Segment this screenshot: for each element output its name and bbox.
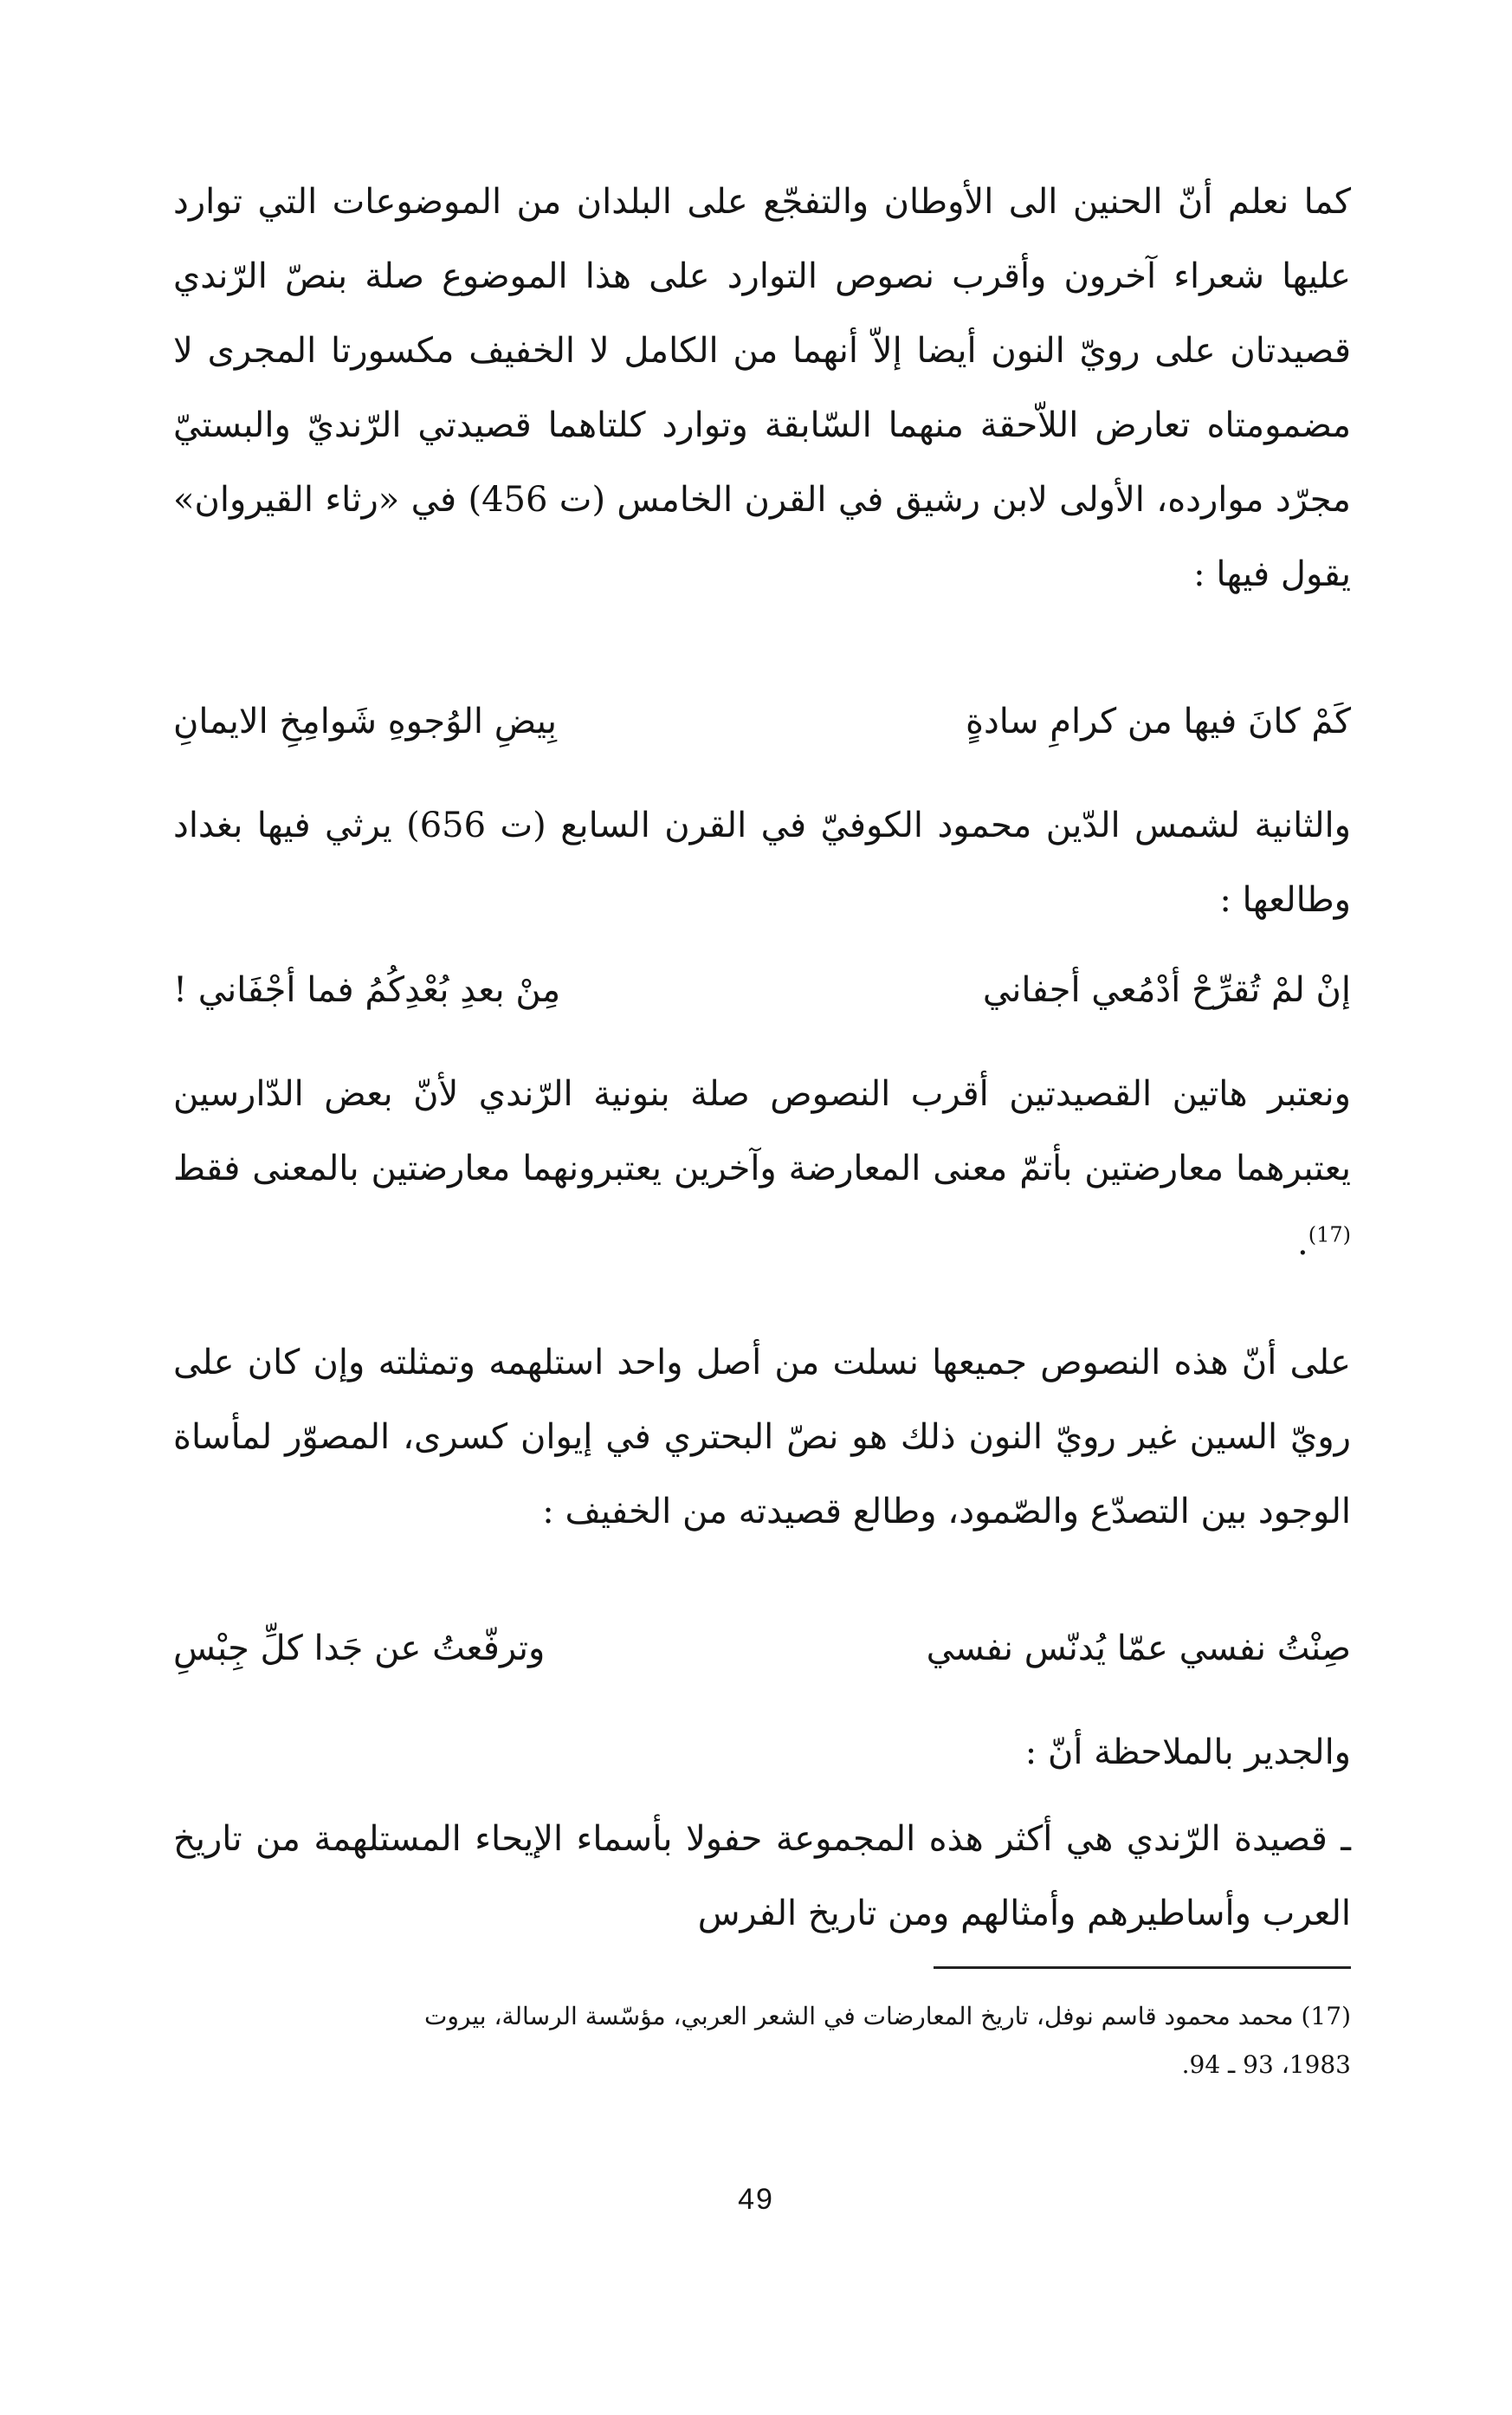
verse-2-second-hemistich: مِنْ بعدِ بُعْدِكُمُ فما أجْفَاني ! bbox=[173, 970, 561, 1010]
paragraph-5-text: والجدير بالملاحظة أنّ : bbox=[1024, 1732, 1351, 1772]
paragraph-3-body: ونعتبر هاتين القصيدتين أقرب النصوص صلة بنونية الرّندي لأنّ بعض الدّارسين يعتبرهما معارضتين بأتمّ معنى المعارضة وآخرين يعتبرونهما معارضتين بالمعنى فقط bbox=[173, 1074, 1351, 1188]
footnote bbox=[173, 1992, 1351, 2089]
paragraph-3-text bbox=[173, 1057, 1351, 1280]
verse-3-second-hemistich: وترفّعتُ عن جَدا كلِّ جِبْسِ bbox=[173, 1628, 546, 1668]
paragraph-3 bbox=[173, 1057, 1351, 1280]
paragraph-3-end: . bbox=[1296, 1223, 1308, 1263]
verse-3-first-hemistich: صِنْتُ نفسي عمّا يُدنّس نفسي bbox=[926, 1628, 1351, 1668]
verse-3 bbox=[173, 1611, 1351, 1686]
paragraph-6 bbox=[173, 1802, 1351, 1951]
footnote-divider bbox=[934, 1966, 1351, 1969]
paragraph-4 bbox=[173, 1325, 1351, 1549]
verse-1-second-hemistich: بِيضِ الوُجوهِ شَوامِخِ الايمانِ bbox=[173, 702, 557, 741]
footnote-reference[interactable]: (17) bbox=[1308, 1222, 1351, 1247]
paragraph-1 bbox=[173, 165, 1351, 612]
footnote-line-2: 1983، 93 ـ 94. bbox=[1181, 2050, 1351, 2079]
paragraph-4-text: على أنّ هذه النصوص جميعها نسلت من أصل واحد استلهمه وتمثلته وإن كان على رويّ السين غير رويّ النون ذلك هو نصّ البحتري في إيوان كسرى، المصوّر لمأساة الوجود بين التصدّع والصّمود، وطالع قصيدته من الخفيف : bbox=[173, 1343, 1351, 1531]
paragraph-6-text: ـ قصيدة الرّندي هي أكثر هذه المجموعة حفولا بأسماء الإيحاء المستلهمة من تاريخ العرب وأساطيرهم وأمثالهم ومن تاريخ الفرس bbox=[173, 1819, 1351, 1933]
verse-1 bbox=[173, 684, 1351, 759]
footnote-line-1: (17) محمد محمود قاسم نوفل، تاريخ المعارضات في الشعر العربي، مؤسّسة الرسالة، بيروت bbox=[423, 2002, 1351, 2030]
verse-1-first-hemistich: كَمْ كانَ فيها من كرامِ سادةٍ bbox=[966, 702, 1351, 741]
verse-2 bbox=[173, 953, 1351, 1027]
paragraph-2-text: والثانية لشمس الدّين محمود الكوفيّ في القرن السابع (ت 656) يرثي فيها بغداد وطالعها : bbox=[173, 806, 1351, 920]
page-number: 49 bbox=[738, 2183, 774, 2216]
paragraph-5 bbox=[173, 1715, 1351, 1790]
verse-2-first-hemistich: إنْ لمْ تُقرِّحْ أدْمُعي أجفاني bbox=[982, 970, 1351, 1010]
paragraph-1-text: كما نعلم أنّ الحنين الى الأوطان والتفجّع على البلدان من الموضوعات التي توارد عليها شعراء آخرون وأقرب نصوص التوارد على هذا الموضوع صلة بنصّ الرّندي قصيدتان على رويّ النون أيضا إلاّ أنهما من الكامل لا الخفيف مكسورتا المجرى لا مضمومتاه تعارض اللاّحقة منهما السّابقة وتوارد كلتاهما قصيدتي الرّنديّ والبستيّ مجرّد موارده، الأولى لابن رشيق في القرن الخامس (ت 456) في «رثاء القيروان» يقول فيها : bbox=[173, 182, 1351, 594]
paragraph-2 bbox=[173, 788, 1351, 937]
